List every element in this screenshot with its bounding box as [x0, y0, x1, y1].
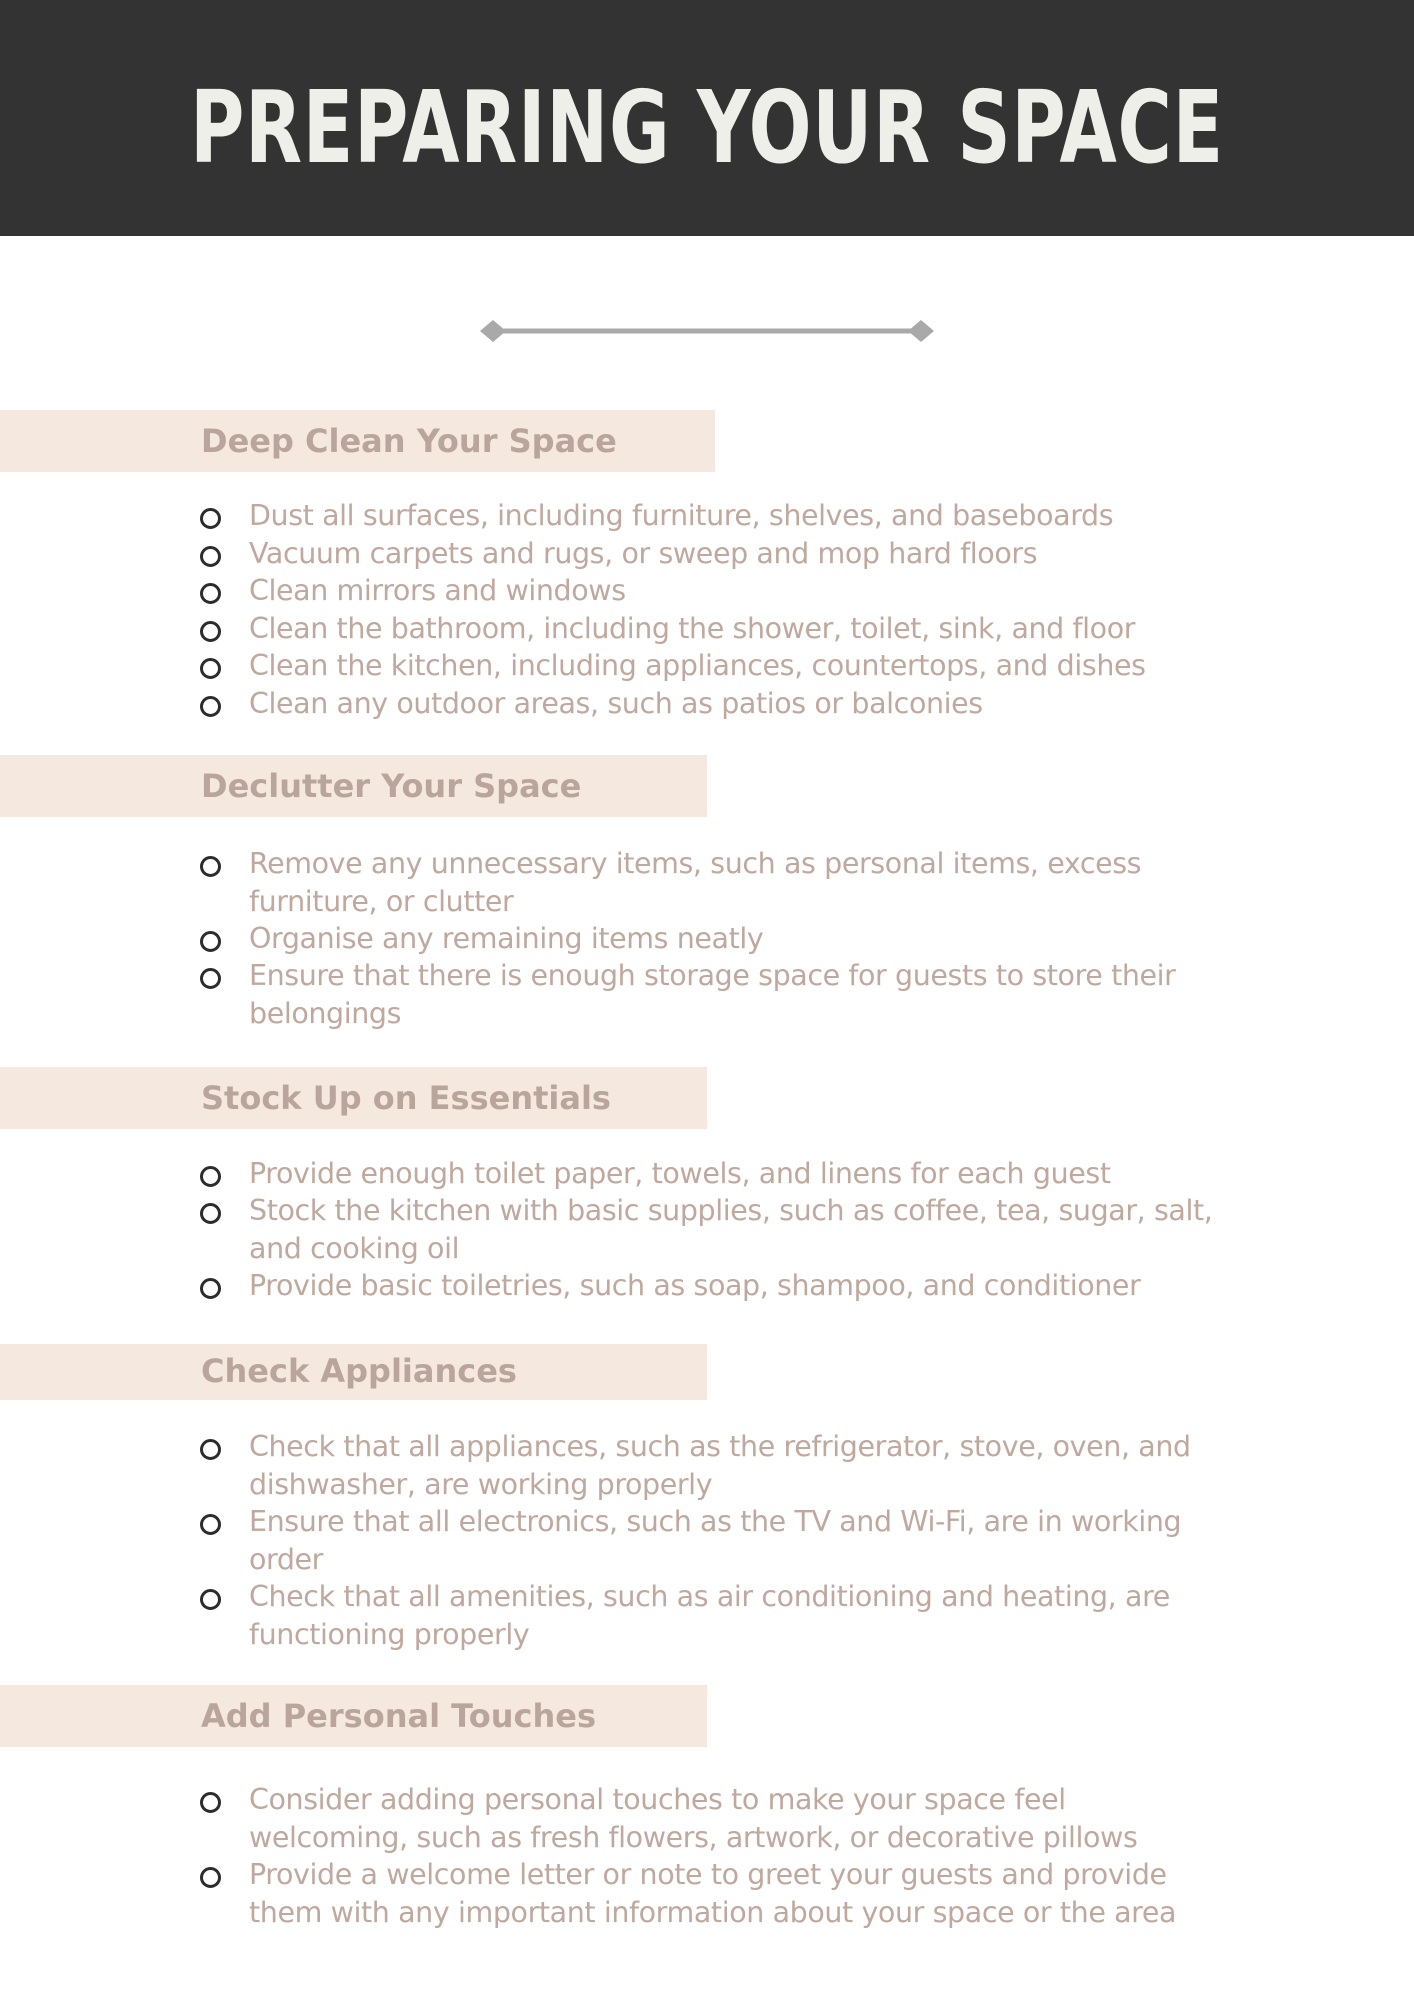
- checklist-item-text: Dust all surfaces, including furniture, shelves, and baseboards: [249, 499, 1114, 532]
- checkbox-circle-icon[interactable]: [200, 1589, 221, 1610]
- checklist-item-text: Remove any unnecessary items, such as personal items, excess furniture, or clutter: [249, 847, 1142, 918]
- checkbox-circle-icon[interactable]: [200, 1792, 221, 1813]
- checklist-item-text: Clean mirrors and windows: [249, 574, 626, 607]
- checkbox-circle-icon[interactable]: [200, 1439, 221, 1460]
- checklist-item-text: Ensure that all electronics, such as the TV and Wi-Fi, are in working order: [249, 1505, 1182, 1576]
- checkbox-circle-icon[interactable]: [200, 1166, 221, 1187]
- checklist-item-text: Stock the kitchen with basic supplies, such as coffee, tea, sugar, salt, and cooking oil: [249, 1194, 1213, 1265]
- checkbox-circle-icon[interactable]: [200, 696, 221, 717]
- checklist-item-text: Provide basic toiletries, such as soap, shampoo, and conditioner: [249, 1269, 1141, 1302]
- checkbox-circle-icon[interactable]: [200, 508, 221, 529]
- section-title-declutter: Declutter Your Space: [201, 767, 582, 805]
- checkbox-circle-icon[interactable]: [200, 1867, 221, 1888]
- section-title-appliances: Check Appliances: [201, 1352, 517, 1390]
- checkbox-circle-icon[interactable]: [200, 968, 221, 989]
- checkbox-circle-icon[interactable]: [200, 658, 221, 679]
- checklist-item-text: Ensure that there is enough storage space for guests to store their belongings: [249, 959, 1176, 1030]
- checklist-item-text: Vacuum carpets and rugs, or sweep and mop hard floors: [249, 537, 1038, 570]
- page-title: PREPARING YOUR SPACE: [190, 69, 1224, 186]
- checklist-item-text: Provide a welcome letter or note to greet your guests and provide them with any important information about your space or the area: [249, 1858, 1177, 1929]
- divider-ornament-icon: [478, 316, 936, 346]
- checklist-item-text: Consider adding personal touches to make your space feel welcoming, such as fresh flowers, artwork, or decorative pillows: [249, 1783, 1138, 1854]
- checklist-item-text: Clean the kitchen, including appliances, countertops, and dishes: [249, 649, 1146, 682]
- section-title-essentials: Stock Up on Essentials: [201, 1079, 611, 1117]
- section-title-personal-touches: Add Personal Touches: [201, 1697, 597, 1735]
- checkbox-circle-icon[interactable]: [200, 856, 221, 877]
- checkbox-circle-icon[interactable]: [200, 931, 221, 952]
- checklist-item-text: Check that all appliances, such as the refrigerator, stove, oven, and dishwasher, are working properly: [249, 1430, 1191, 1501]
- checklist-item-text: Organise any remaining items neatly: [249, 922, 764, 955]
- checklist-item-text: Check that all amenities, such as air conditioning and heating, are functioning properly: [249, 1580, 1170, 1651]
- checkbox-circle-icon[interactable]: [200, 583, 221, 604]
- section-title-deep-clean: Deep Clean Your Space: [201, 422, 617, 460]
- checkbox-circle-icon[interactable]: [200, 546, 221, 567]
- checklist-item-text: Clean any outdoor areas, such as patios or balconies: [249, 687, 983, 720]
- checklist-item-text: Clean the bathroom, including the shower, toilet, sink, and floor: [249, 612, 1136, 645]
- checkbox-circle-icon[interactable]: [200, 621, 221, 642]
- page-header: [0, 0, 1414, 236]
- checkbox-circle-icon[interactable]: [200, 1278, 221, 1299]
- checkbox-circle-icon[interactable]: [200, 1203, 221, 1224]
- checkbox-circle-icon[interactable]: [200, 1514, 221, 1535]
- checklist-item-text: Provide enough toilet paper, towels, and linens for each guest: [249, 1157, 1111, 1190]
